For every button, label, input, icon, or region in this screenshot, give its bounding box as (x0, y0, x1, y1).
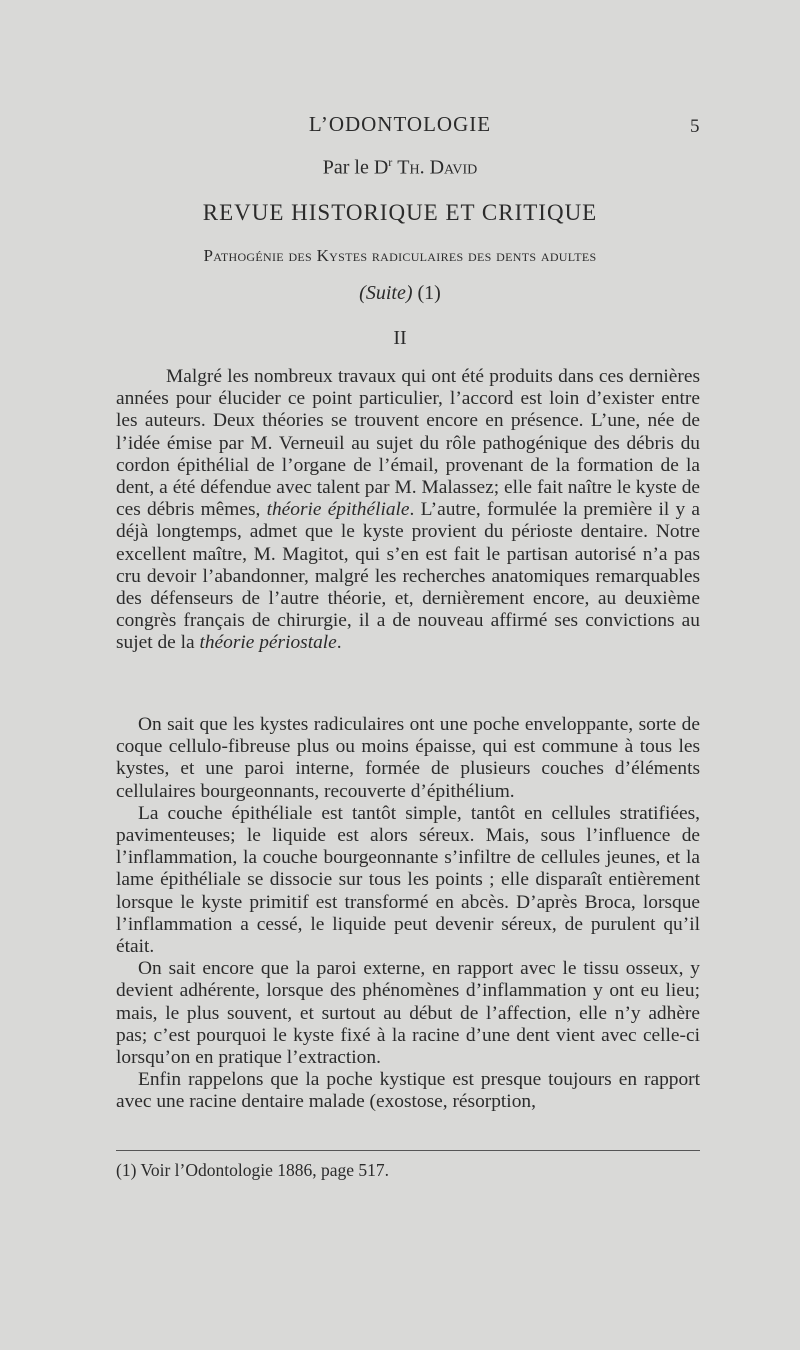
para1-term-periostale: théorie périostale (199, 632, 337, 654)
footnote-rule (116, 1150, 700, 1151)
author-line (0, 155, 800, 180)
para1-part-a: Malgré les nombreux travaux qui ont été produits dans ces dernières années pour élucider ce point particulier, l’accord est loin d’exister entre les auteurs. Deux théories se trouvent encore en présence. L’une, née de l’idée émise par M. Verneuil au sujet du rôle pathogénique des débris du cordon épithélial de l’organe de l’émail, provenant de la formation de la dent, a été défendue avec talent par M. Malassez; elle fait naître le kyste de ces débris mêmes, (116, 366, 700, 521)
paragraph-2: On sait que les kystes radiculaires ont une poche enveloppante, sorte de coque cellulo-fibreuse plus ou moins épaisse, qui est commune à tous les kystes, et une paroi interne, formée de plusieurs couches d’éléments cellulaires bourgeonnants, recouverte d’épithélium. (116, 714, 700, 802)
rubric-title: REVUE HISTORIQUE ET CRITIQUE (202, 200, 598, 225)
author-title-sup: r (388, 155, 393, 169)
suite-label: (Suite) (359, 282, 413, 304)
journal-title: L’ODONTOLOGIE (308, 112, 492, 136)
paragraph-1 (116, 366, 700, 655)
body-block (116, 714, 700, 1114)
footnote: (1) Voir l’Odontologie 1886, page 517. (116, 1160, 390, 1180)
para1-term-epitheliale: théorie épithéliale (266, 499, 410, 521)
page-number: 5 (690, 116, 700, 137)
section-number: II (393, 327, 407, 349)
para1-part-e: . (336, 632, 342, 654)
paragraph-4: On sait encore que la paroi externe, en rapport avec le tissu osseux, y devient adhérente, lorsque des phénomènes d’inflammation y ont eu lieu; mais, le plus souvent, et surtout au début de l’affection, elle n’y adhère pas; c’est pourquoi le kyste fixé à la racine d’une dent vient avec celle-ci lorsqu’on en pratique l’extraction. (116, 958, 700, 1069)
author-name: Th. David (397, 156, 478, 179)
paragraph-3: La couche épithéliale est tantôt simple, tantôt en cellules stratifiées, pavimenteuses; le liquide est alors séreux. Mais, sous l’influence de l’inflammation, la couche bourgeonnante s’infiltre de cellules jeunes, et la lame épithéliale se dissocie sur tous les points ; elle disparaît entièrement lorsque le kyste primitif est transformé en abcès. D’après Broca, lorsque l’inflammation a cessé, le liquide peut devenir séreux, de purulent qu’il était. (116, 802, 700, 958)
continuation-note (0, 282, 800, 305)
paragraph-text (116, 366, 700, 655)
author-prefix: Par le D (322, 156, 389, 179)
para1-part-c: . L’autre, formulée la première il y a déjà longtemps, admet que le kyste provient du périoste dentaire. Notre excellent maître, M. Magitot, qui s’en est fait le partisan autorisé n’a pas cru devoir l’abandonner, malgré les recherches anatomiques remarquables des défenseurs de l’autre théorie, et, dernièrement encore, au deuxième congrès français de chirurgie, il a de nouveau affirmé ses convictions au sujet de la (116, 499, 700, 654)
footnote-ref: (1) (412, 282, 441, 304)
article-subtitle: Pathogénie des Kystes radiculaires des dents adultes (203, 246, 597, 265)
paragraph-5: Enfin rappelons que la poche kystique est presque toujours en rapport avec une racine dentaire malade (exostose, résorption, (116, 1069, 700, 1113)
